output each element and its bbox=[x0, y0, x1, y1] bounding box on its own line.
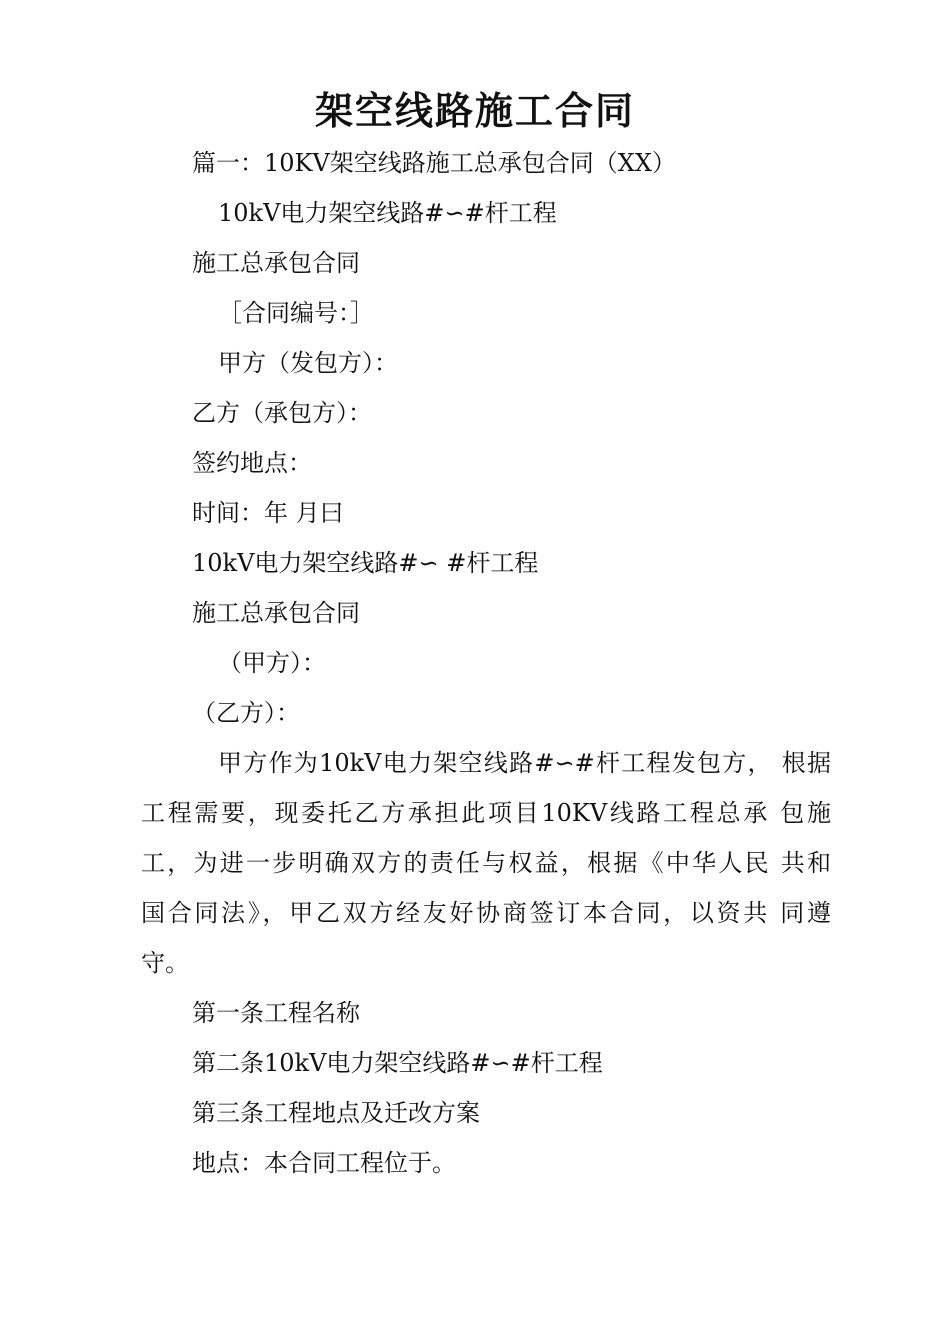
article-one-line: 第一条工程名称 bbox=[192, 999, 360, 1027]
paragraph-line: 工程需要，现委托乙方承担此项目10KV线路工程总承 包施 bbox=[141, 799, 831, 827]
paragraph-line: 甲方作为10kV电力架空线路#∽#杆工程发包方， 根据 bbox=[218, 749, 831, 777]
contract-type-line: 施工总承包合同 bbox=[192, 249, 360, 277]
article-two-line: 第二条10kV电力架空线路#∽#杆工程 bbox=[192, 1049, 603, 1077]
location-line: 地点：本合同工程位于。 bbox=[192, 1149, 456, 1177]
party-a-short-line: （甲方）： bbox=[218, 649, 326, 677]
article-three-line: 第三条工程地点及迁改方案 bbox=[192, 1099, 480, 1127]
party-a-line: 甲方（发包方）： bbox=[218, 349, 398, 377]
project-name-line-2: 10kV电力架空线路#∽ #杆工程 bbox=[192, 549, 539, 577]
party-b-short-line: （乙方）： bbox=[192, 699, 300, 727]
project-name-line: 10kV电力架空线路#∽#杆工程 bbox=[218, 199, 557, 227]
paragraph-line: 国合同法》，甲乙双方经友好协商签订本合同，以资共 同遵 bbox=[141, 899, 831, 927]
section-heading: 篇一：10KV架空线路施工总承包合同（XX） bbox=[192, 149, 676, 177]
contract-type-line-2: 施工总承包合同 bbox=[192, 599, 360, 627]
contract-number-line: ［合同编号：］ bbox=[218, 299, 374, 327]
paragraph-line: 工，为进一步明确双方的责任与权益，根据《中华人民 共和 bbox=[141, 849, 831, 877]
intro-paragraph bbox=[141, 738, 831, 988]
party-b-line: 乙方（承包方）： bbox=[192, 399, 372, 427]
date-line: 时间：年 月曰 bbox=[192, 499, 344, 527]
signing-place-line: 签约地点： bbox=[192, 449, 312, 477]
document-title: 架空线路施工合同 bbox=[314, 88, 635, 133]
paragraph-line: 守。 bbox=[141, 949, 189, 977]
